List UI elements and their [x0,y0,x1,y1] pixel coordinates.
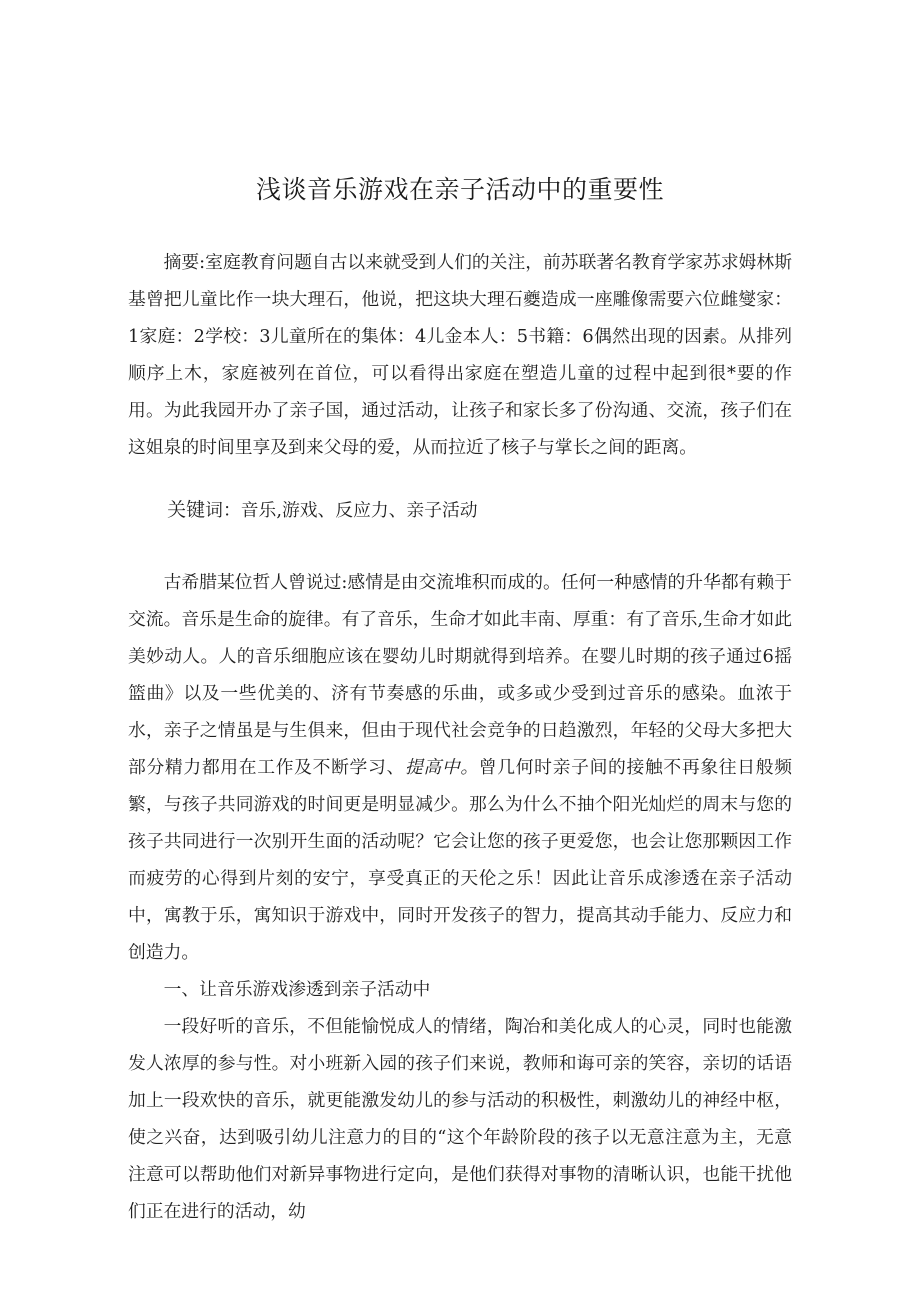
keywords-label-rest: 词： [205,500,241,521]
body-paragraph-1 [128,564,792,971]
abstract-text: 室庭教育问题自古以来就受到人们的关注，前苏联著名教育学家苏求姆林斯基曾把儿童比作一块大理石，他说，把这块大理石夔造成一座雕像需要六位雌燮家：1家庭：2学校：3儿童所在的集体：4儿金本人：5书籍：6偶然出现的因素。从排列顺序上木，家庭被列在首位，可以看得出家庭在塑造儿童的过程中起到很*要的作用。为此我园开办了亲子国，通过活动，让孩子和家长多了份沟通、交流，孩子们在这姐泉的时间里享及到来父母的爱，从而拉近了核子与掌长之间的距离。 [128,252,792,458]
keywords-line [128,492,792,529]
section-heading-1: 一、让音乐游戏渗透到亲子活动中 [163,979,431,1000]
abstract-label: 摘要: [163,252,206,273]
abstract-section [128,244,792,466]
paragraph-1-text-a: 古希腊某位哲人曾说过:感情是由交流堆积而成的。任何一种感情的升华都有赖于交流。音乐是生命的旋律。有了音乐，生命才如此丰南、厚重：有了音乐,生命才如此美妙动人。人的音乐细胞应该在婴幼儿时期就得到培养。在婴儿时期的孩子通过6摇篮曲》以及一些优美的、济有节奏感的乐曲，或多或少受到过音乐的感染。血浓于水，亲子之情虽是与生俱来，但由于现代社会竞争的日趋激烈，年轻的父母大多把大部分精力都用在工作及不断学习、 [128,572,792,778]
keywords-label-bold: 关键 [167,499,206,521]
paragraph-1-text-b: 曾几何时亲子间的接触不再象往日般频繁，与孩子共同游戏的时间更是明显减少。那么为什么不抽个阳光灿烂的周末与您的孩子共同进行一次别开生面的活动呢？它会让您的孩子更爱您，也会让您那颗因工作而疲劳的心得到片刻的安宁，享受真正的天伦之乐！因此让音乐成渗透在亲子活动中，寓教于乐，寓知识于游戏中，同时开发孩子的智力，提高其动手能力、反应力和创造力。 [128,757,792,963]
main-body [128,564,792,1230]
body-paragraph-2: 一段好听的音乐，不但能愉悦成人的情绪，陶冶和美化成人的心灵，同时也能激发人浓厚的参与性。对小班新入园的孩子们来说，教师和诲可亲的笑容，亲切的话语加上一段欢快的音乐，就更能激发幼儿的参与活动的积极性，刺激幼儿的神经中枢，使之兴奋，达到吸引幼儿注意力的目的“这个年龄阶段的孩子以无意注意为主，无意注意可以帮助他们对新异事物进行定向，是他们获得对事物的清晰认识，也能干扰他们正在进行的活动，幼 [128,1016,792,1222]
paragraph-1-emphasis: 提高中。 [404,757,479,778]
document-title: 浅谈音乐游戏在亲子活动中的重要性 [255,175,664,204]
abstract-paragraph [128,244,792,466]
keywords-text: 音乐,游戏、反应力、亲子活动 [240,500,478,521]
